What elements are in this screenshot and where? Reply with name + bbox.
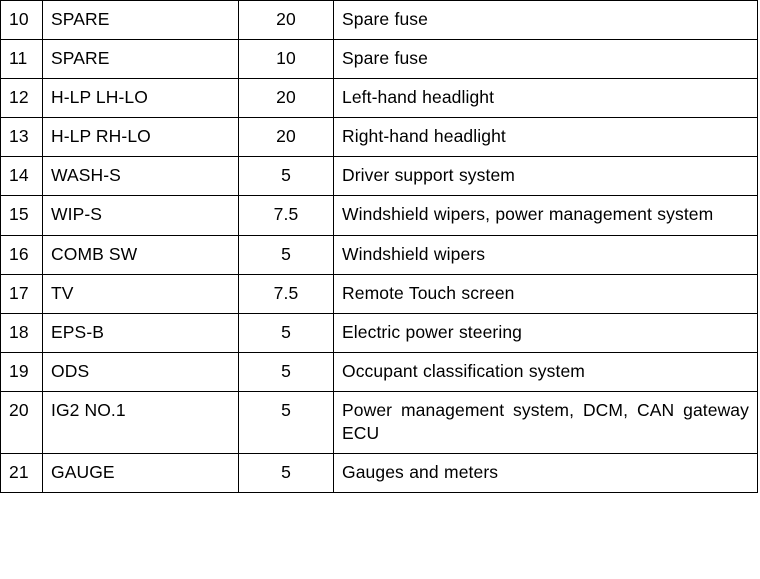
fuse-name-cell: [43, 391, 239, 453]
fuse-name: COMB SW: [51, 243, 138, 264]
table-row: [1, 352, 758, 391]
fuse-description: Spare fuse: [342, 9, 428, 29]
fuse-number: 17: [9, 282, 29, 303]
table-row: [1, 118, 758, 157]
fuse-description-cell: [334, 118, 758, 157]
fuse-amperage: 10: [276, 48, 296, 69]
fuse-amperage-cell: [239, 454, 334, 493]
fuse-number-cell: [1, 454, 43, 493]
fuse-name-cell: [43, 352, 239, 391]
fuse-number: 12: [9, 87, 29, 108]
fuse-description-cell: [334, 196, 758, 235]
table-row: [1, 274, 758, 313]
fuse-name: WASH-S: [51, 165, 121, 186]
table-row: [1, 40, 758, 79]
fuse-name-cell: [43, 313, 239, 352]
fuse-name: GAUGE: [51, 462, 115, 483]
fuse-number: 15: [9, 204, 29, 225]
fuse-name-cell: [43, 40, 239, 79]
fuse-number-cell: [1, 1, 43, 40]
fuse-number: 21: [9, 462, 29, 483]
fuse-description: Electric power steering: [342, 321, 523, 342]
fuse-description-cell: [334, 274, 758, 313]
fuse-amperage: 20: [276, 126, 296, 147]
fuse-number: 20: [9, 399, 29, 420]
fuse-name-cell: [43, 157, 239, 196]
fuse-amperage-cell: [239, 40, 334, 79]
fuse-amperage: 5: [281, 399, 291, 420]
fuse-name: SPARE: [51, 9, 110, 29]
table-row: [1, 454, 758, 493]
fuse-number: 11: [9, 48, 28, 69]
fuse-amperage-cell: [239, 313, 334, 352]
table-row: [1, 235, 758, 274]
fuse-amperage-cell: [239, 118, 334, 157]
fuse-description: Driver support system: [342, 165, 515, 186]
fuse-description-cell: [334, 40, 758, 79]
fuse-description: Gauges and meters: [342, 462, 499, 483]
table-body: [1, 1, 758, 493]
fuse-description-cell: [334, 313, 758, 352]
fuse-amperage: 20: [276, 9, 296, 29]
fuse-name: IG2 NO.1: [51, 399, 126, 420]
fuse-name-cell: [43, 79, 239, 118]
fuse-name-cell: [43, 454, 239, 493]
fuse-number-cell: [1, 157, 43, 196]
fuse-description: Remote Touch screen: [342, 282, 515, 303]
table-row: [1, 79, 758, 118]
fuse-number-cell: [1, 352, 43, 391]
fuse-amperage: 5: [281, 165, 291, 186]
fuse-amperage-cell: [239, 196, 334, 235]
fuse-number-cell: [1, 313, 43, 352]
table-row: [1, 391, 758, 453]
fuse-amperage: 5: [281, 243, 291, 264]
fuse-description: Occupant classification system: [342, 360, 585, 381]
fuse-number-cell: [1, 118, 43, 157]
table-row: [1, 157, 758, 196]
fuse-amperage: 20: [276, 87, 296, 108]
fuse-number-cell: [1, 235, 43, 274]
fuse-name: WIP-S: [51, 204, 103, 225]
fuse-amperage-cell: [239, 391, 334, 453]
fuse-amperage: 7.5: [273, 282, 299, 303]
fuse-description-cell: [334, 352, 758, 391]
fuse-name: TV: [51, 282, 74, 303]
fuse-description: Windshield wipers, power management system: [342, 204, 714, 225]
fuse-description: Right-hand headlight: [342, 126, 506, 147]
fuse-number: 16: [9, 243, 29, 264]
fuse-description-cell: [334, 454, 758, 493]
fuse-amperage-cell: [239, 352, 334, 391]
fuse-name: ODS: [51, 360, 90, 381]
table-row: [1, 1, 758, 40]
fuse-name-cell: [43, 235, 239, 274]
fuse-name: H-LP LH-LO: [51, 87, 148, 108]
fuse-name-cell: [43, 1, 239, 40]
fuse-name-cell: [43, 274, 239, 313]
fuse-description: Power management system, DCM, CAN gateway ECU: [342, 399, 749, 444]
fuse-amperage-cell: [239, 274, 334, 313]
fuse-name: H-LP RH-LO: [51, 126, 151, 147]
fuse-number: 14: [9, 165, 29, 186]
fuse-number: 18: [9, 321, 29, 342]
fuse-amperage: 5: [281, 321, 291, 342]
fuse-name: SPARE: [51, 48, 110, 69]
fuse-number: 19: [9, 360, 29, 381]
table-row: [1, 313, 758, 352]
fuse-description-cell: [334, 1, 758, 40]
fuse-amperage-cell: [239, 79, 334, 118]
fuse-number: 10: [9, 9, 29, 29]
fuse-description: Windshield wipers: [342, 243, 486, 264]
fuse-number-cell: [1, 196, 43, 235]
fuse-amperage-cell: [239, 235, 334, 274]
fuse-number-cell: [1, 391, 43, 453]
fuse-number-cell: [1, 40, 43, 79]
fuse-number-cell: [1, 79, 43, 118]
fuse-name-cell: [43, 118, 239, 157]
fuse-amperage: 5: [281, 462, 291, 483]
fuse-description: Left-hand headlight: [342, 87, 495, 108]
table-row: [1, 196, 758, 235]
fuse-description: Spare fuse: [342, 48, 428, 69]
fuse-amperage-cell: [239, 157, 334, 196]
fuse-description-cell: [334, 157, 758, 196]
fuse-amperage: 7.5: [273, 204, 299, 225]
fuse-number-cell: [1, 274, 43, 313]
fuse-name-cell: [43, 196, 239, 235]
fuse-number: 13: [9, 126, 29, 147]
fuse-name: EPS-B: [51, 321, 105, 342]
fuse-description-cell: [334, 79, 758, 118]
fuse-amperage-cell: [239, 1, 334, 40]
fuse-description-cell: [334, 235, 758, 274]
fuse-description-cell: [334, 391, 758, 453]
fuse-amperage: 5: [281, 360, 291, 381]
